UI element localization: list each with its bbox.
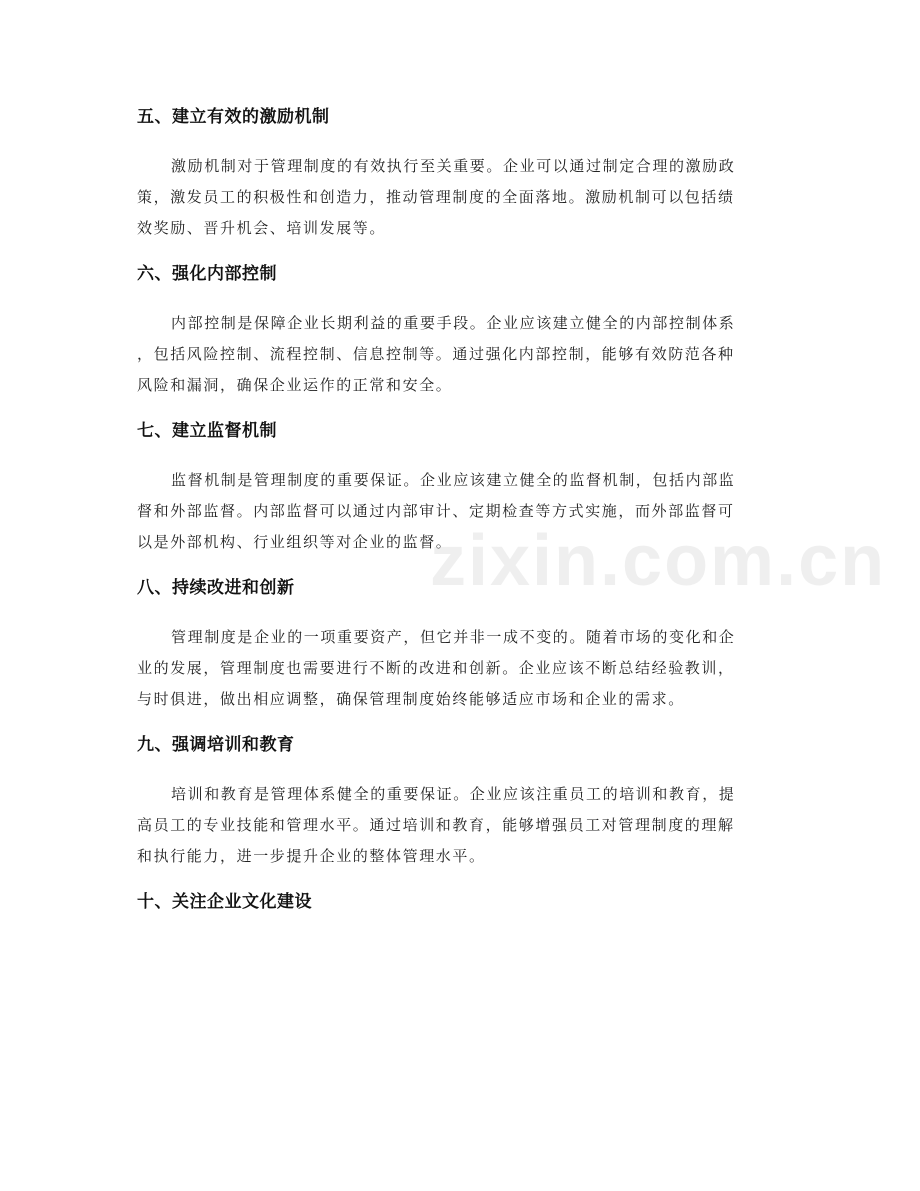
section-heading: 七、建立监督机制 [137, 421, 277, 441]
paragraph-line: 内部控制是保障企业长期利益的重要手段。企业应该建立健全的内部控制体系 [171, 314, 736, 332]
paragraph-line: ，包括风险控制、流程控制、信息控制等。通过强化内部控制，能够有效防范各种 [137, 345, 735, 363]
paragraph-line: 业的发展，管理制度也需要进行不断的改进和创新。企业应该不断总结经验教训， [137, 659, 735, 677]
section-7 [137, 419, 787, 558]
section-8 [137, 576, 787, 715]
section-heading: 九、强调培训和教育 [137, 735, 295, 755]
paragraph-line: 管理制度是企业的一项重要资产，但它并非一成不变的。随着市场的变化和企 [171, 628, 736, 646]
section-9 [137, 733, 787, 872]
paragraph-line: 高员工的专业技能和管理水平。通过培训和教育，能够增强员工对管理制度的理解 [137, 816, 735, 834]
section-heading: 六、强化内部控制 [137, 264, 277, 284]
paragraph-line: 和执行能力，进一步提升企业的整体管理水平。 [137, 847, 486, 865]
section-heading: 八、持续改进和创新 [137, 578, 295, 598]
section-5 [137, 105, 787, 244]
section-heading: 十、关注企业文化建设 [137, 892, 312, 912]
paragraph-line: 激励机制对于管理制度的有效执行至关重要。企业可以通过制定合理的激励政 [171, 157, 736, 175]
section-6 [137, 262, 787, 401]
section-paragraph [137, 465, 787, 558]
section-paragraph [137, 779, 787, 872]
paragraph-line: 督和外部监督。内部监督可以通过内部审计、定期检查等方式实施，而外部监督可 [137, 502, 735, 520]
section-paragraph [137, 622, 787, 715]
paragraph-line: 风险和漏洞，确保企业运作的正常和安全。 [137, 376, 453, 394]
paragraph-line: 培训和教育是管理体系健全的重要保证。企业应该注重员工的培训和教育，提 [171, 785, 736, 803]
document-body [137, 105, 787, 936]
section-paragraph [137, 308, 787, 401]
paragraph-line: 策，激发员工的积极性和创造力，推动管理制度的全面落地。激励机制可以包括绩 [137, 188, 735, 206]
section-heading: 五、建立有效的激励机制 [137, 107, 330, 127]
paragraph-line: 与时俱进，做出相应调整，确保管理制度始终能够适应市场和企业的需求。 [137, 690, 685, 708]
section-10 [137, 890, 787, 914]
section-paragraph [137, 151, 787, 244]
paragraph-line: 以是外部机构、行业组织等对企业的监督。 [137, 533, 453, 551]
paragraph-line: 效奖励、晋升机会、培训发展等。 [137, 219, 387, 237]
paragraph-line: 监督机制是管理制度的重要保证。企业应该建立健全的监督机制，包括内部监 [171, 471, 736, 489]
watermark-text: zixin.com.cn [430, 521, 887, 601]
